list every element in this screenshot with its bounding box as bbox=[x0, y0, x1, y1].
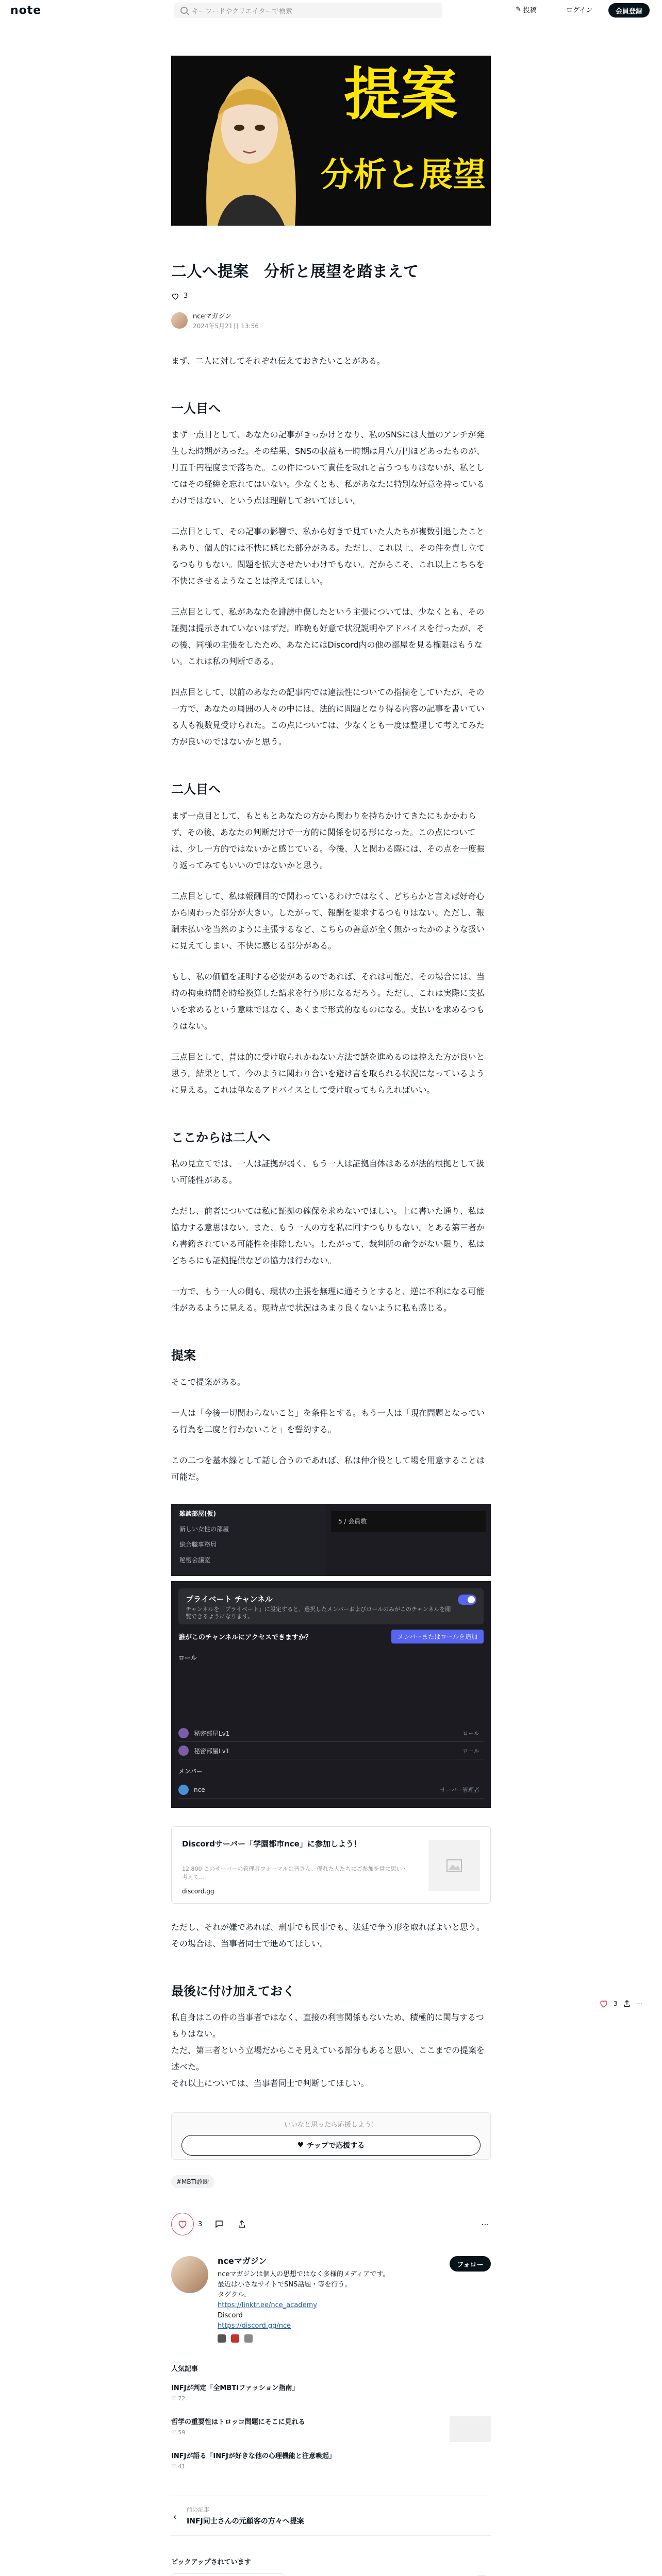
discord-screenshot-permissions bbox=[171, 1581, 491, 1808]
member-row bbox=[178, 1782, 484, 1799]
hero-image bbox=[171, 56, 491, 226]
role-name: 秘密部屋Lv1 bbox=[194, 1747, 230, 1755]
image-placeholder-icon bbox=[428, 1840, 480, 1891]
section-heading: ここからは二人へ bbox=[171, 1130, 270, 1145]
section-heading: 最後に付け加えておく bbox=[171, 1984, 295, 1998]
tip-icon: ♥ bbox=[297, 2141, 304, 2150]
body-paragraph: 私自身はこの件の当事者ではなく、直接の利害関係もないため、積極的に関与するつもりはない。 bbox=[171, 2012, 484, 2039]
body-paragraph: 三点目として、私があなたを誹謗中傷したという主張については、少なくとも、その証拠は提示されていないはずだ。昨晩も好意で状況説明やアドバイスを行ったが、その後、同様の主張をしたため、あなたにはDiscord内の他の部屋を見る権限はもうない。これは私の判断である。 bbox=[171, 607, 485, 667]
body-paragraph: まず一点目として、あなたの記事がきっかけとなり、私のSNSには大量のアンチが発生した時期があった。その結果、SNSの収益も一時期は月八万円ほどあったものが、月五千円程度まで落ちた。この件について責任を取れと言うつもりはないが、私としてはその経緯を忘れてはいない。少なくとも、私があなたに特別な好意を持っているわけではない、という点は理解しておいてほしい。 bbox=[171, 430, 485, 506]
note-logo[interactable]: note bbox=[10, 4, 42, 17]
login-button[interactable]: ログイン bbox=[566, 7, 593, 14]
link-card-description: 12,800 このサーバーの管理者フォーマルは皆さん、優れた人たちにご参加を常に思い・考えて… bbox=[182, 1865, 408, 1880]
role-name: 秘密部屋Lv1 bbox=[194, 1730, 230, 1737]
related-title: INFJが判定「全MBTIファッション指南」 bbox=[171, 2384, 299, 2393]
like-count: 3 bbox=[198, 2220, 203, 2228]
body-paragraph: それ以上については、当事者同士で判断してほしい。 bbox=[171, 2078, 369, 2089]
private-channel-banner bbox=[178, 1588, 484, 1624]
body-paragraph: 二点目として、その記事の影響で、私から好きで見ていた人たちが複数引退したこともあり、個人的には不快に感じた部分がある。ただし、これ以上、その件を責し立てるつもりもない。問題を拡大させたいわけでもない。だからこそ、これ以上こちらを不快にさせるようなことは控えてほしい。 bbox=[171, 527, 485, 586]
body-paragraph: 一人は「今後一切関わらないこと」を条件とする。もう一人は「現在問題となっている行為を二度と行わないこと」を誓約する。 bbox=[171, 1408, 485, 1434]
signup-button[interactable]: 会員登録 bbox=[608, 3, 650, 18]
body-paragraph: ただし、それが嫌であれば、刑事でも民事でも、法廷で争う形を取ればよいと思う。その場合は、当事者同士で進めてほしい。 bbox=[171, 1922, 485, 1948]
floating-like-count: 3 bbox=[614, 2000, 618, 2007]
tip-label: チップで応援する bbox=[307, 2142, 365, 2150]
related-title: 哲学の重要性はトロッコ問題にそこに見れる bbox=[171, 2418, 305, 2427]
related-like-count: 72 bbox=[178, 2395, 186, 2402]
role-row bbox=[178, 1743, 484, 1759]
action-bar bbox=[171, 2213, 491, 2235]
body-paragraph: 一方で、もう一人の側も、現状の主張を無理に通そうとすると、逆に不利になる可能性があるように見える。現時点で状況はあまり良くないように私も感じる。 bbox=[171, 1286, 485, 1313]
hashtag[interactable]: #MBTI診断 bbox=[171, 2175, 214, 2188]
member-role: サーバー管理者 bbox=[440, 1787, 479, 1794]
top-navbar bbox=[0, 0, 662, 21]
pickup-card[interactable] bbox=[171, 2573, 285, 2576]
prev-article-label: 前の記事 bbox=[187, 2506, 209, 2514]
creator-desc-line: 最近は小さなサイトでSNS話題・等を行う。 bbox=[218, 2281, 352, 2289]
chevron-left-icon: ‹ bbox=[173, 2512, 177, 2523]
member-count-text: 5 / 会員数 bbox=[338, 1518, 367, 1526]
body-paragraph: もし、私の価値を証明する必要があるのであれば、それは可能だ。その場合には、当時の拘束時間を時給換算した請求を行う形になるだろう。ただし、これは実際に支払いを求めるという意味ではなく、あくまで形式的なものになる。支払いを求めるつもりはない。 bbox=[171, 971, 485, 1031]
role-type: ロール bbox=[462, 1730, 479, 1737]
discord-link-card[interactable] bbox=[171, 1826, 491, 1904]
creator-link[interactable]: https://discord.gg/nce bbox=[218, 2322, 291, 2330]
body-paragraph: 二点目として、私は報酬目的で関わっているわけではなく、どちらかと言えば好奇心から関わった部分が大きい。したがって、報酬を要求するつもりはない。ただし、報酬未払いを当然のように主張するなど、こちらの善意が全く無かったかのような扱いに見えてしまい、不快に感じる部分がある。 bbox=[171, 891, 485, 951]
like-count: 3 bbox=[184, 292, 188, 300]
related-title: INFJが語る「INFJが好きな他の心理機能と注意喚起」 bbox=[171, 2452, 336, 2461]
tip-button[interactable] bbox=[181, 2135, 481, 2156]
role-row bbox=[178, 1725, 484, 1742]
creator-avatar[interactable] bbox=[171, 2256, 208, 2293]
body-paragraph: 私の見立てでは、一人は証拠が弱く、もう一人は証拠自体はあるが法的根拠として扱い可能性がある。 bbox=[171, 1159, 485, 1185]
author-avatar[interactable] bbox=[171, 312, 188, 329]
body-paragraph: この二つを基本線として話し合うのであれば、私は仲介役として場を用意することは可能だ。 bbox=[171, 1455, 485, 1482]
link-card-title: Discordサーバー「学園都市nce」に参加しよう！ bbox=[182, 1839, 361, 1849]
search-placeholder: キーワードやクリエイターで検索 bbox=[192, 7, 292, 15]
prev-article-title: INFJ同士さんの元顧客の方々へ提案 bbox=[187, 2517, 304, 2526]
related-item[interactable] bbox=[171, 2450, 491, 2475]
more-icon[interactable]: ⋯ bbox=[481, 2219, 489, 2229]
follow-button[interactable]: フォロー bbox=[450, 2256, 491, 2272]
hero-subtitle: 分析と展望 bbox=[321, 156, 486, 194]
body-paragraph: ただし、前者については私に証拠の確保を求めないでほしい。上に書いた通り、私は協力する意思はない。また、もう一人の方を私に回すつもりもない。とある第三者から書籍されている可能性を排除したい。したがって、裁判所の命令がない限り、私はどちらにも証拠提供などの協力は行わない。 bbox=[171, 1206, 485, 1266]
related-item[interactable] bbox=[171, 2382, 491, 2407]
support-box bbox=[171, 2112, 491, 2160]
role-type: ロール bbox=[462, 1748, 479, 1755]
sns-links bbox=[218, 2334, 440, 2343]
section-heading: 一人目へ bbox=[171, 401, 221, 416]
heart-icon bbox=[177, 2219, 188, 2229]
heart-icon[interactable] bbox=[599, 1999, 608, 2008]
role-icon bbox=[178, 1728, 189, 1738]
channel-row: 総合職事務局 bbox=[179, 1540, 217, 1548]
publish-date: 2024年5月21日 13:56 bbox=[193, 322, 259, 330]
related-likes: ♡ 59 bbox=[171, 2429, 186, 2436]
channel-row: 新しい女性の部屋 bbox=[179, 1525, 229, 1533]
body-paragraph: 四点目として、以前のあなたの記事内では違法性についての指摘をしていたが、その一方で、あなたの周囲の人々の中には、法的に問題となり得る内容の記事を書いている人も複数見受けられた。この点については、少なくとも一度は整理して考えてみた方が良いのではないかと思う。 bbox=[171, 687, 485, 747]
creator-desc-line: タグクル、 bbox=[218, 2291, 251, 2299]
private-toggle bbox=[458, 1595, 476, 1605]
channel-name: 雑談部屋(仮) bbox=[179, 1510, 216, 1517]
member-avatar bbox=[178, 1785, 189, 1795]
creator-link[interactable]: https://linktr.ee/nce_academy bbox=[218, 2301, 317, 2310]
creator-name[interactable]: nceマガジン bbox=[218, 2256, 267, 2266]
related-like-count: 41 bbox=[178, 2463, 186, 2470]
pickup-section bbox=[171, 2556, 491, 2576]
x-icon[interactable] bbox=[218, 2334, 226, 2343]
search-input[interactable] bbox=[174, 3, 442, 18]
creator-desc-line: nceマガジンは個人の思想ではなく多様的メディアです。 bbox=[218, 2270, 390, 2279]
section-heading: 提案 bbox=[171, 1348, 196, 1363]
share-icon[interactable] bbox=[236, 2218, 247, 2230]
floating-action-bar bbox=[599, 1999, 642, 2008]
article-title: 二人へ提案 分析と展望を踏まえて bbox=[171, 263, 419, 281]
like-button[interactable] bbox=[171, 2213, 194, 2235]
prev-article-link[interactable] bbox=[171, 2496, 491, 2536]
member-count bbox=[331, 1511, 486, 1532]
role-icon bbox=[178, 1745, 189, 1756]
more-icon[interactable]: ⋯ bbox=[636, 2000, 642, 2007]
roles-label: ロール bbox=[178, 1654, 197, 1662]
discord-screenshot-channels bbox=[171, 1504, 491, 1576]
author-row[interactable] bbox=[171, 311, 491, 330]
member-name: nce bbox=[194, 1786, 205, 1794]
related-label: 人気記事 bbox=[171, 2365, 198, 2374]
members-label: メンバー bbox=[178, 1767, 203, 1775]
body-paragraph: そこで提案がある。 bbox=[171, 1377, 246, 1387]
post-label: 投稿 bbox=[523, 7, 537, 14]
banner-title: プライベート チャンネル bbox=[186, 1594, 273, 1604]
post-button[interactable] bbox=[516, 5, 537, 14]
add-member-button: メンバーまたはロールを追加 bbox=[391, 1630, 484, 1643]
youtube-icon[interactable] bbox=[231, 2334, 239, 2343]
hero-illustration bbox=[187, 56, 310, 226]
support-text: いいなと思ったら応援しよう！ bbox=[284, 2121, 378, 2129]
creator-profile bbox=[171, 2256, 491, 2343]
heart-icon bbox=[171, 292, 179, 300]
related-likes: ♡ 72 bbox=[171, 2395, 186, 2402]
share-icon[interactable] bbox=[623, 1999, 631, 2008]
hero-title: 提案 bbox=[344, 61, 457, 127]
channel-list bbox=[171, 1504, 326, 1576]
section-heading: 二人目へ bbox=[171, 782, 221, 797]
comment-icon[interactable] bbox=[213, 2218, 225, 2230]
related-thumbnail bbox=[450, 2416, 491, 2442]
pickup-label: ピックアップされています bbox=[171, 2558, 251, 2567]
search-icon bbox=[180, 7, 188, 14]
related-likes: ♡ 41 bbox=[171, 2463, 186, 2470]
body-paragraph: ただ、第三者という立場だからこそ見えている部分もあると思い、ここまでの提案を述べた。 bbox=[171, 2045, 485, 2072]
pencil-icon: ✎ bbox=[516, 6, 521, 13]
banner-description: チャンネルを「プライベート」に設定すると、選択したメンバーおよびロールのみがこのチャンネルを閲覧できるようになります。 bbox=[186, 1605, 451, 1620]
related-like-count: 59 bbox=[178, 2429, 186, 2436]
author-name[interactable]: nceマガジン bbox=[193, 312, 232, 320]
article bbox=[171, 56, 491, 2576]
link-icon[interactable] bbox=[244, 2334, 253, 2343]
intro-paragraph: まず、二人に対してそれぞれ伝えておきたいことがある。 bbox=[171, 355, 385, 366]
like-summary[interactable] bbox=[171, 292, 491, 300]
creator-link-label: Discord bbox=[218, 2312, 243, 2320]
body-paragraph: 三点目として、昔は的に受け取られかねない方法で話を進めるのは控えた方が良いと思う。結果として、今のように関わり合いを避け言を取られる状況になっているように見える。これは単なるアドバイスとして受け取ってもらえればいい。 bbox=[171, 1052, 485, 1095]
channel-row: 秘密会議室 bbox=[179, 1556, 211, 1564]
access-question: 誰がこのチャンネルにアクセスできますか？ bbox=[178, 1633, 312, 1641]
related-item[interactable] bbox=[171, 2416, 491, 2441]
link-card-url: discord.gg bbox=[182, 1887, 214, 1895]
body-paragraph: まず一点目として、もともとあなたの方から関わりを持ちかけてきたにもかかわらず、その後、あなたの判断だけで一方的に関係を切る形になった。この点については、少し一方的ではないかと感じている。今後、人と関わる際には、その点を一度振り返ってみてもいいのではないかと思う。 bbox=[171, 810, 485, 870]
